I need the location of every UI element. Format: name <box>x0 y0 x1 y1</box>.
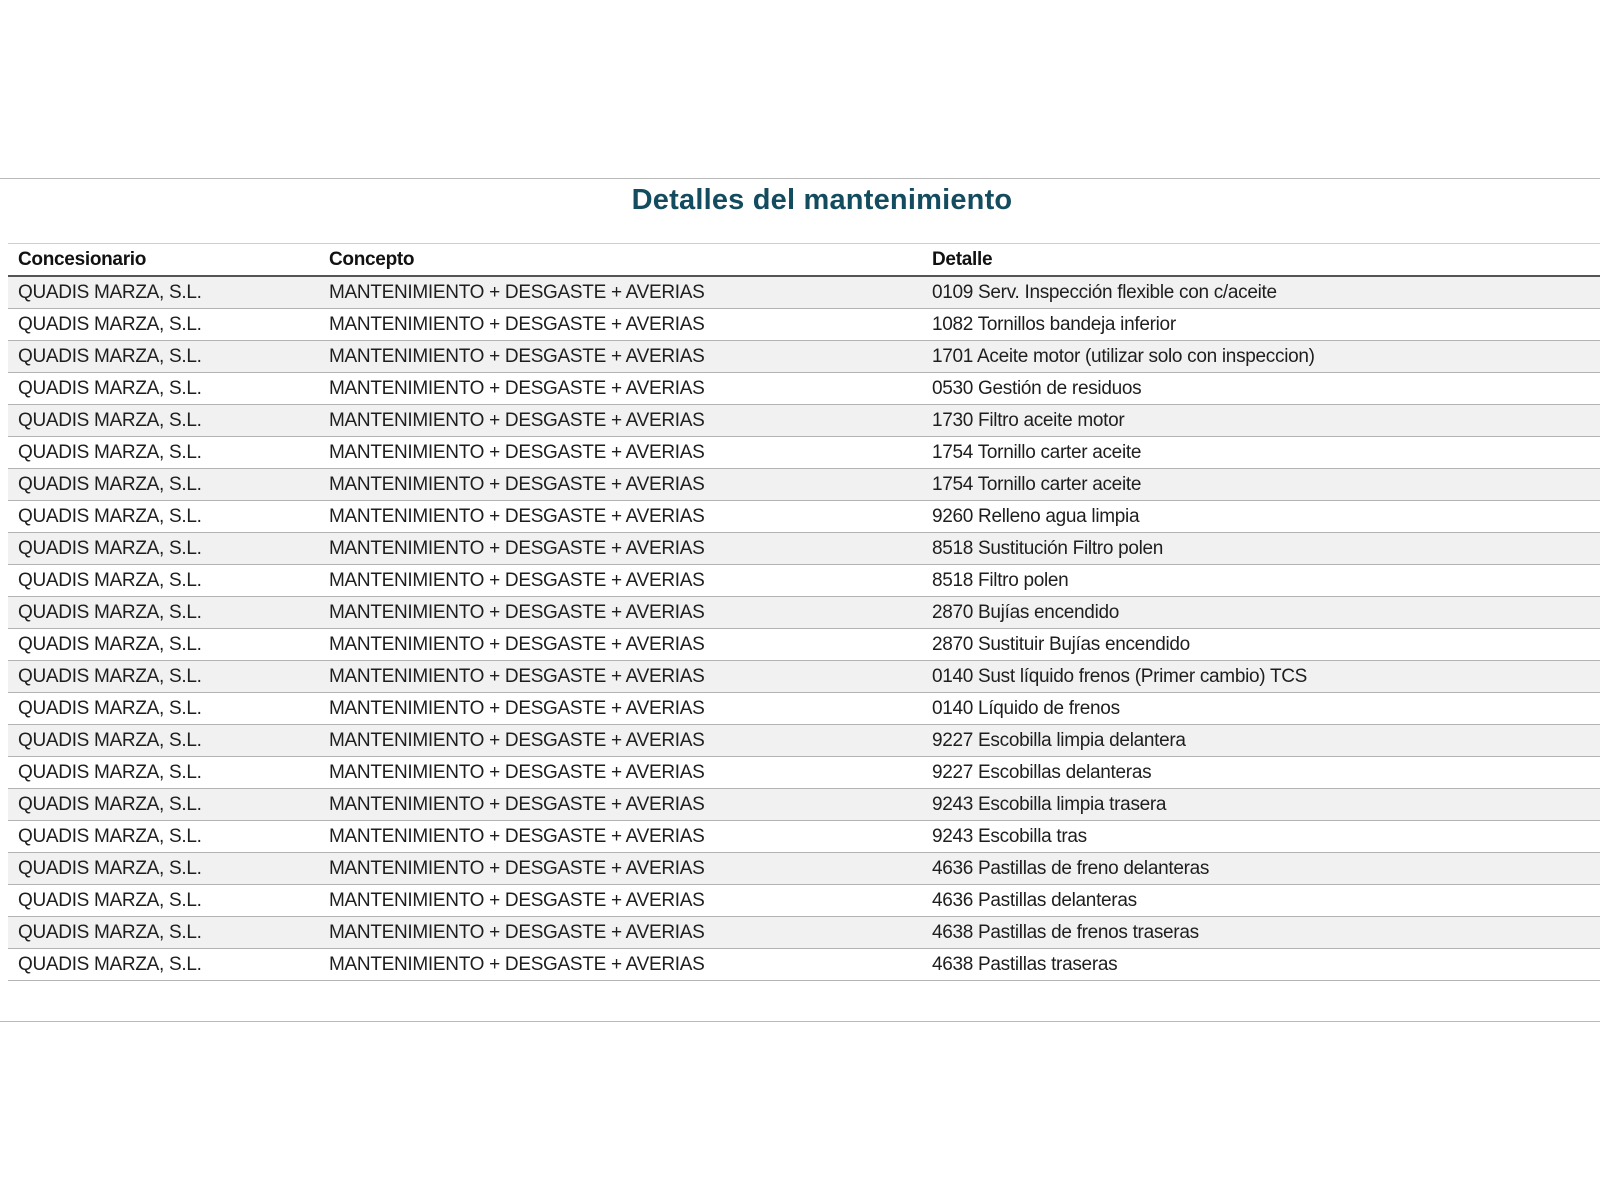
table-row <box>8 565 1600 597</box>
concesionario-cell: QUADIS MARZA, S.L. <box>18 601 202 623</box>
detalle-cell: 4636 Pastillas delanteras <box>932 889 1137 911</box>
table-row <box>8 469 1600 501</box>
detalle-cell: 0140 Sust líquido frenos (Primer cambio) TCS <box>932 665 1308 687</box>
detalle-cell: 1754 Tornillo carter aceite <box>932 473 1142 495</box>
document-title: Detalles del mantenimiento <box>631 184 1013 216</box>
concepto-cell: MANTENIMIENTO + DESGASTE + AVERIAS <box>329 473 705 495</box>
table-row <box>8 853 1600 885</box>
detalle-cell: 1754 Tornillo carter aceite <box>932 441 1142 463</box>
table-row <box>8 629 1600 661</box>
concepto-cell: MANTENIMIENTO + DESGASTE + AVERIAS <box>329 281 705 303</box>
detalle-cell: 9260 Relleno agua limpia <box>932 505 1140 527</box>
concesionario-cell: QUADIS MARZA, S.L. <box>18 281 202 303</box>
concesionario-cell: QUADIS MARZA, S.L. <box>18 313 202 335</box>
table-row <box>8 661 1600 693</box>
concepto-cell: MANTENIMIENTO + DESGASTE + AVERIAS <box>329 537 705 559</box>
detalle-cell: 0109 Serv. Inspección flexible con c/aceite <box>932 281 1277 303</box>
concesionario-cell: QUADIS MARZA, S.L. <box>18 921 202 943</box>
column-header-concesionario: Concesionario <box>18 248 147 270</box>
concesionario-cell: QUADIS MARZA, S.L. <box>18 953 202 975</box>
detalle-cell: 2870 Bujías encendido <box>932 601 1120 623</box>
concepto-cell: MANTENIMIENTO + DESGASTE + AVERIAS <box>329 761 705 783</box>
detalle-cell: 1730 Filtro aceite motor <box>932 409 1125 431</box>
detalle-cell: 1701 Aceite motor (utilizar solo con inspeccion) <box>932 345 1315 367</box>
concepto-cell: MANTENIMIENTO + DESGASTE + AVERIAS <box>329 377 705 399</box>
detalle-cell: 9243 Escobilla limpia trasera <box>932 793 1167 815</box>
table-row <box>8 725 1600 757</box>
concesionario-cell: QUADIS MARZA, S.L. <box>18 889 202 911</box>
detalle-cell: 9227 Escobillas delanteras <box>932 761 1152 783</box>
concepto-cell: MANTENIMIENTO + DESGASTE + AVERIAS <box>329 313 705 335</box>
concesionario-cell: QUADIS MARZA, S.L. <box>18 825 202 847</box>
concepto-cell: MANTENIMIENTO + DESGASTE + AVERIAS <box>329 505 705 527</box>
concesionario-cell: QUADIS MARZA, S.L. <box>18 793 202 815</box>
table-row <box>8 597 1600 629</box>
maintenance-table-container <box>8 243 1600 981</box>
detalle-cell: 0140 Líquido de frenos <box>932 697 1120 719</box>
table-row <box>8 309 1600 341</box>
concepto-cell: MANTENIMIENTO + DESGASTE + AVERIAS <box>329 857 705 879</box>
table-row <box>8 276 1600 309</box>
concesionario-cell: QUADIS MARZA, S.L. <box>18 857 202 879</box>
concesionario-cell: QUADIS MARZA, S.L. <box>18 409 202 431</box>
table-header <box>8 244 1600 277</box>
concepto-cell: MANTENIMIENTO + DESGASTE + AVERIAS <box>329 601 705 623</box>
table-row <box>8 821 1600 853</box>
concesionario-cell: QUADIS MARZA, S.L. <box>18 633 202 655</box>
concesionario-cell: QUADIS MARZA, S.L. <box>18 473 202 495</box>
concesionario-cell: QUADIS MARZA, S.L. <box>18 569 202 591</box>
table-row <box>8 405 1600 437</box>
table-row <box>8 373 1600 405</box>
detalle-cell: 8518 Sustitución Filtro polen <box>932 537 1164 559</box>
concesionario-cell: QUADIS MARZA, S.L. <box>18 729 202 751</box>
concepto-cell: MANTENIMIENTO + DESGASTE + AVERIAS <box>329 921 705 943</box>
detalle-cell: 9227 Escobilla limpia delantera <box>932 729 1186 751</box>
concepto-cell: MANTENIMIENTO + DESGASTE + AVERIAS <box>329 665 705 687</box>
concepto-cell: MANTENIMIENTO + DESGASTE + AVERIAS <box>329 345 705 367</box>
concesionario-cell: QUADIS MARZA, S.L. <box>18 505 202 527</box>
concepto-cell: MANTENIMIENTO + DESGASTE + AVERIAS <box>329 825 705 847</box>
column-header-concepto: Concepto <box>329 248 415 270</box>
concesionario-cell: QUADIS MARZA, S.L. <box>18 537 202 559</box>
concesionario-cell: QUADIS MARZA, S.L. <box>18 441 202 463</box>
table-row <box>8 917 1600 949</box>
table-row <box>8 501 1600 533</box>
concepto-cell: MANTENIMIENTO + DESGASTE + AVERIAS <box>329 889 705 911</box>
detalle-cell: 4638 Pastillas traseras <box>932 953 1118 975</box>
detalle-cell: 2870 Sustituir Bujías encendido <box>932 633 1190 655</box>
concepto-cell: MANTENIMIENTO + DESGASTE + AVERIAS <box>329 953 705 975</box>
table-row <box>8 885 1600 917</box>
table-row <box>8 757 1600 789</box>
document-panel <box>0 178 1600 1022</box>
concesionario-cell: QUADIS MARZA, S.L. <box>18 345 202 367</box>
table-row <box>8 437 1600 469</box>
concepto-cell: MANTENIMIENTO + DESGASTE + AVERIAS <box>329 697 705 719</box>
concepto-cell: MANTENIMIENTO + DESGASTE + AVERIAS <box>329 633 705 655</box>
concepto-cell: MANTENIMIENTO + DESGASTE + AVERIAS <box>329 441 705 463</box>
table-header-row <box>8 244 1600 277</box>
detalle-cell: 4638 Pastillas de frenos traseras <box>932 921 1199 943</box>
concesionario-cell: QUADIS MARZA, S.L. <box>18 761 202 783</box>
table-row <box>8 533 1600 565</box>
detalle-cell: 0530 Gestión de residuos <box>932 377 1142 399</box>
concesionario-cell: QUADIS MARZA, S.L. <box>18 665 202 687</box>
concepto-cell: MANTENIMIENTO + DESGASTE + AVERIAS <box>329 409 705 431</box>
table-row <box>8 949 1600 981</box>
detalle-cell: 8518 Filtro polen <box>932 569 1069 591</box>
table-row <box>8 789 1600 821</box>
concepto-cell: MANTENIMIENTO + DESGASTE + AVERIAS <box>329 793 705 815</box>
concepto-cell: MANTENIMIENTO + DESGASTE + AVERIAS <box>329 729 705 751</box>
table-body <box>8 276 1600 981</box>
detalle-cell: 9243 Escobilla tras <box>932 825 1087 847</box>
table-row <box>8 693 1600 725</box>
concesionario-cell: QUADIS MARZA, S.L. <box>18 697 202 719</box>
concesionario-cell: QUADIS MARZA, S.L. <box>18 377 202 399</box>
detalle-cell: 1082 Tornillos bandeja inferior <box>932 313 1176 335</box>
detalle-cell: 4636 Pastillas de freno delanteras <box>932 857 1210 879</box>
table-row <box>8 341 1600 373</box>
column-header-detalle: Detalle <box>932 248 993 270</box>
maintenance-table <box>8 243 1600 981</box>
concepto-cell: MANTENIMIENTO + DESGASTE + AVERIAS <box>329 569 705 591</box>
